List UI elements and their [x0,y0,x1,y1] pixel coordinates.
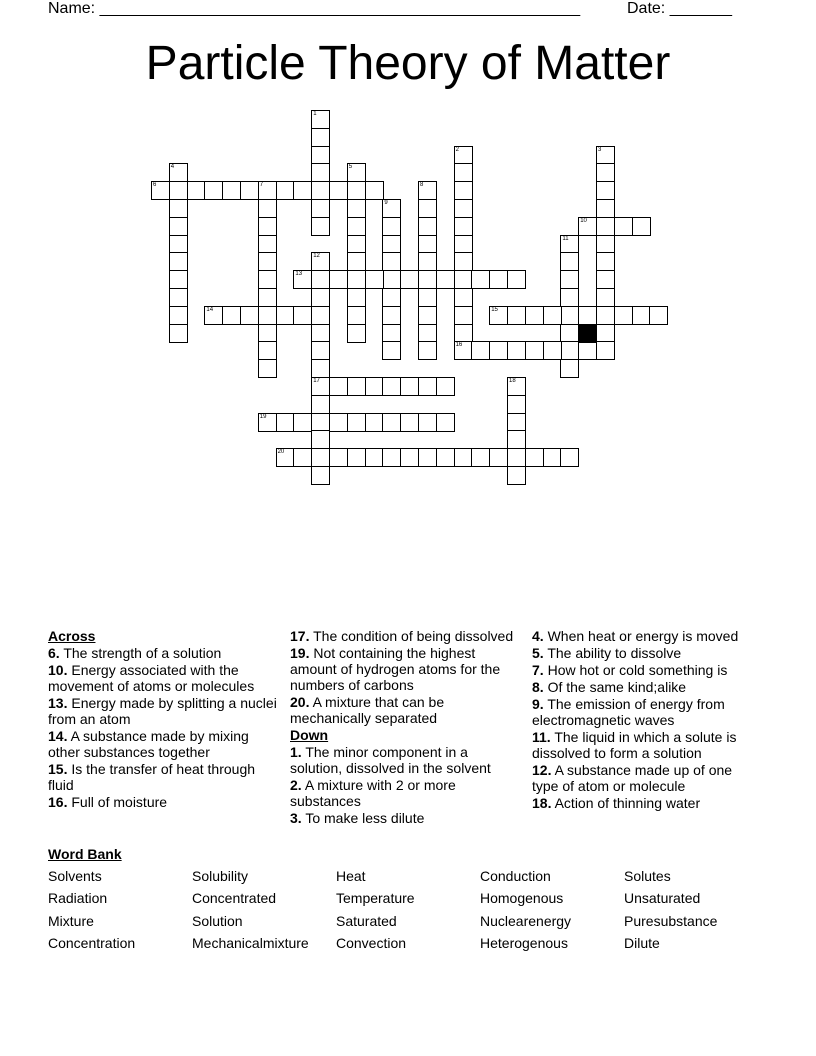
crossword-cell[interactable] [311,341,330,360]
crossword-cell[interactable] [382,199,401,218]
clue-number: 9 [384,200,388,206]
crossword-cell[interactable] [258,217,277,236]
clues-column-1 [48,628,278,811]
crossword-cell[interactable] [311,306,330,325]
clue-number: 14 [206,306,214,313]
crossword-cell[interactable] [382,235,401,254]
clue-across-15: 15. Is the transfer of heat through fluid [48,761,256,793]
crossword-cell[interactable] [258,413,277,432]
word-bank-item: Nuclearenergy [480,913,572,929]
crossword-cell[interactable] [329,270,348,289]
clue-number: 4 [170,164,175,171]
word-bank-item: Dilute [624,935,660,951]
crossword-cell[interactable] [578,217,597,236]
crossword-cell[interactable] [436,448,455,467]
crossword-cell[interactable] [311,199,330,218]
crossword-cell[interactable] [382,217,401,236]
crossword-cell[interactable] [560,324,579,343]
crossword-cell[interactable] [525,341,544,360]
crossword-cell[interactable] [169,235,188,254]
crossword-cell[interactable] [204,181,223,200]
crossword-cell[interactable] [578,306,597,325]
crossword-cell[interactable] [596,146,615,165]
across-heading: Across [48,628,96,644]
crossword-cell[interactable] [169,181,188,200]
crossword-cell[interactable] [347,270,366,289]
crossword-cell[interactable] [347,377,366,396]
crossword-cell[interactable] [311,395,330,414]
crossword-cell[interactable] [258,359,277,378]
crossword-cell[interactable] [187,181,206,200]
crossword-cell[interactable] [507,466,526,485]
crossword-cell[interactable] [418,235,437,254]
crossword-cell[interactable] [347,235,366,254]
crossword-cell[interactable] [329,181,348,200]
word-bank-item: Homogenous [480,890,564,906]
clue-number: 19 [259,413,267,420]
crossword-cell[interactable] [311,270,330,289]
clue-number: 13 [295,271,303,278]
word-bank-item: Conduction [480,868,551,884]
crossword-cell[interactable] [311,217,330,236]
clue-across-20: 20. A mixture that can be mechanically separated [290,694,445,726]
crossword-cell[interactable] [543,306,562,325]
crossword-cell[interactable] [311,359,330,378]
word-bank-item: Puresubstance [624,913,718,929]
word-bank-item: Heterogenous [480,935,568,951]
crossword-cell[interactable] [489,448,508,467]
crossword-cell[interactable] [471,270,490,289]
crossword-cell[interactable] [347,199,366,218]
crossword-cell[interactable] [311,146,330,165]
crossword-cell[interactable] [454,448,473,467]
crossword-cell[interactable] [347,217,366,236]
crossword-cell[interactable] [347,306,366,325]
crossword-cell[interactable] [258,252,277,271]
crossword-cell[interactable] [489,306,508,325]
crossword-cell[interactable] [507,270,526,289]
crossword-cell[interactable] [560,288,579,307]
crossword-cell[interactable] [596,324,615,343]
crossword-cell[interactable] [365,377,384,396]
crossword-cell[interactable] [293,448,312,467]
clue-number: 8 [420,182,424,189]
crossword-cell[interactable] [240,306,259,325]
crossword-cell[interactable] [258,288,277,307]
clue-number: 10 [580,217,587,224]
crossword-cell[interactable] [596,252,615,271]
crossword-cell[interactable] [560,341,579,360]
crossword-cell[interactable] [436,270,455,289]
crossword-cell[interactable] [311,430,330,449]
crossword-cell[interactable] [418,448,437,467]
word-bank-item: Convection [336,935,407,951]
crossword-cell[interactable] [258,181,277,200]
down-heading: Down [290,727,329,743]
crossword-cell[interactable] [329,448,348,467]
word-bank-item: Radiation [48,890,108,906]
crossword-cell[interactable] [525,448,544,467]
crossword-cell[interactable] [276,448,295,467]
crossword-cell[interactable] [507,377,526,396]
crossword-cell[interactable] [436,413,455,432]
crossword-cell[interactable] [454,252,473,271]
crossword-cell[interactable] [347,252,366,271]
clue-number: 1 [313,111,317,117]
crossword-cell[interactable] [436,377,455,396]
word-bank-item: Concentrated [192,890,277,906]
clue-across-19: 19. Not containing the highest amount of hydrogen atoms for the numbers of carbons [290,645,501,693]
clue-number: 20 [277,449,285,456]
clue-number: 15 [491,306,498,313]
clue-across-16: 16. Full of moisture [48,794,168,810]
crossword-cell[interactable] [276,306,295,325]
page-title: Particle Theory of Matter [145,37,671,90]
crossword-cell[interactable] [418,377,437,396]
crossword-cell[interactable] [293,413,312,432]
clues-column-2 [290,628,520,827]
crossword-cell[interactable] [382,377,401,396]
crossword-cell[interactable] [418,181,437,200]
crossword-cell[interactable] [560,252,579,271]
crossword-cell[interactable] [418,217,437,236]
crossword-cell[interactable] [311,413,330,432]
crossword-cell[interactable] [560,270,579,289]
crossword-cell[interactable] [649,306,668,325]
crossword-cell[interactable] [454,163,473,182]
clue-number: 11 [562,235,569,242]
clue-number: 3 [598,146,602,153]
crossword-cell[interactable] [276,413,295,432]
crossword-cell[interactable] [614,217,633,236]
crossword-cell[interactable] [311,110,330,129]
crossword-cell[interactable] [418,199,437,218]
crossword-cell[interactable] [418,324,437,343]
crossword-cell[interactable] [525,306,544,325]
crossword-cell[interactable] [400,413,419,432]
crossword-cell[interactable] [311,288,330,307]
crossword-cell[interactable] [204,306,223,325]
clue-number: 5 [348,164,353,171]
word-bank-item: Mixture [48,913,94,929]
word-bank-item: Solutes [624,868,671,884]
clue-down-12: 12. A substance made up of one type of atom or molecule [532,762,733,794]
crossword-cell[interactable] [222,306,241,325]
clue-number: 2 [455,146,459,153]
crossword-cell[interactable] [454,181,473,200]
crossword-cell[interactable] [347,448,366,467]
crossword-cell[interactable] [471,448,490,467]
clue-down-2: 2. A mixture with 2 or more substances [290,777,456,809]
crossword-cell[interactable] [596,181,615,200]
clue-down-9: 9. The emission of energy from electromagnetic waves [532,696,725,728]
clue-down-7: 7. How hot or cold something is [532,662,728,678]
crossword-cell[interactable] [293,270,312,289]
crossword-cell[interactable] [632,306,651,325]
crossword-cell[interactable] [560,306,579,325]
word-bank-item: Mechanicalmixture [192,935,309,951]
clue-number: 6 [153,182,157,189]
crossword-cell[interactable] [169,288,188,307]
word-bank-item: Solution [192,913,243,929]
crossword-cell[interactable] [347,163,366,182]
crossword-cell[interactable] [454,306,473,325]
clue-across-10: 10. Energy associated with the movement of atoms or molecules [48,662,255,694]
name-field[interactable]: Name: ______________________________________________________ [48,0,581,17]
crossword-cell[interactable] [382,288,401,307]
crossword-cell[interactable] [596,288,615,307]
crossword-cell[interactable] [382,413,401,432]
crossword-cell[interactable] [454,341,473,360]
clue-down-5: 5. The ability to dissolve [532,645,682,661]
crossword-cell[interactable] [311,252,330,271]
crossword-cell[interactable] [151,181,170,200]
crossword-cell[interactable] [454,324,473,343]
crossword-cell[interactable] [454,217,473,236]
clue-down-1: 1. The minor component in a solution, dissolved in the solvent [290,744,491,776]
crossword-cell[interactable] [311,466,330,485]
word-bank-item: Heat [336,868,366,884]
crossword-cell[interactable] [507,341,526,360]
crossword-cell[interactable] [507,448,526,467]
clue-across-13: 13. Energy made by splitting a nuclei from an atom [48,695,277,727]
crossword-cell[interactable] [489,341,508,360]
crossword-cell[interactable] [400,448,419,467]
crossword-cell[interactable] [543,341,562,360]
crossword-cell[interactable] [347,181,366,200]
crossword-cell[interactable] [454,199,473,218]
clue-number: 12 [313,253,320,260]
crossword-cell[interactable] [560,448,579,467]
crossword-cell[interactable] [382,270,401,289]
clue-number: 17 [313,378,320,384]
crossword-cell[interactable] [311,448,330,467]
crossword-cell[interactable] [240,181,259,200]
crossword-cell[interactable] [365,181,384,200]
clue-down-3: 3. To make less dilute [290,810,425,826]
crossword-cell[interactable] [507,306,526,325]
word-bank-item: Solvents [48,868,102,884]
crossword-cell[interactable] [543,448,562,467]
crossword-cell[interactable] [418,252,437,271]
crossword-cell[interactable] [365,413,384,432]
word-bank-item: Concentration [48,935,136,951]
crossword-cell[interactable] [258,341,277,360]
crossword-cell[interactable] [596,270,615,289]
crossword-cell[interactable] [632,217,651,236]
crossword-cell[interactable] [258,324,277,343]
crossword-cell[interactable] [596,306,615,325]
crossword-cell[interactable] [169,270,188,289]
crossword-cell[interactable] [400,270,419,289]
crossword-cell[interactable] [454,235,473,254]
crossword-cell[interactable] [276,181,295,200]
blocked-cell [578,324,597,343]
crossword-cell[interactable] [596,199,615,218]
date-field[interactable]: Date: _______ [627,0,732,17]
crossword-cell[interactable] [454,288,473,307]
clue-across-14: 14. A substance made by mixing other substances together [48,728,249,760]
crossword-cell[interactable] [382,252,401,271]
crossword-cell[interactable] [329,377,348,396]
word-bank-heading: Word Bank [48,846,122,862]
crossword-cell[interactable] [347,288,366,307]
crossword-cell[interactable] [382,306,401,325]
crossword-cell[interactable] [169,306,188,325]
crossword-cell[interactable] [347,324,366,343]
crossword-cell[interactable] [507,395,526,414]
crossword-cell[interactable] [382,324,401,343]
crossword-cell[interactable] [560,359,579,378]
clue-number: 7 [259,182,264,189]
crossword-cell[interactable] [311,324,330,343]
crossword-cell[interactable] [560,235,579,254]
crossword-cell[interactable] [489,270,508,289]
crossword-cell[interactable] [311,181,330,200]
crossword-cell[interactable] [507,413,526,432]
crossword-cell[interactable] [418,288,437,307]
crossword-cell[interactable] [596,235,615,254]
crossword-cell[interactable] [454,270,473,289]
clue-down-8: 8. Of the same kind;alike [532,679,687,695]
crossword-cell[interactable] [365,448,384,467]
clue-number: 16 [455,342,463,349]
crossword-cell[interactable] [400,377,419,396]
crossword-cell[interactable] [258,199,277,218]
crossword-cell[interactable] [418,306,437,325]
crossword-cell[interactable] [169,163,188,182]
crossword-cell[interactable] [507,430,526,449]
clues-column-3 [532,628,762,812]
crossword-cell[interactable] [258,235,277,254]
crossword-cell[interactable] [311,377,330,396]
word-bank-item: Unsaturated [624,890,701,906]
crossword-cell[interactable] [614,306,633,325]
crossword-cell[interactable] [169,199,188,218]
crossword-cell[interactable] [596,163,615,182]
crossword-cell[interactable] [578,341,597,360]
clue-number: 18 [509,378,516,384]
crossword-cell[interactable] [382,448,401,467]
crossword-cell[interactable] [596,217,615,236]
crossword-cell[interactable] [258,270,277,289]
crossword-cell[interactable] [382,341,401,360]
crossword-cell[interactable] [329,413,348,432]
clue-down-4: 4. When heat or energy is moved [532,628,739,644]
crossword-cell[interactable] [311,163,330,182]
crossword-cell[interactable] [347,413,366,432]
crossword-cell[interactable] [454,146,473,165]
crossword-cell[interactable] [311,128,330,147]
crossword-cell[interactable] [293,306,312,325]
crossword-cell[interactable] [418,341,437,360]
crossword-cell[interactable] [418,270,437,289]
clue-down-11: 11. The liquid in which a solute is dissolved to form a solution [532,729,737,761]
word-bank-item: Saturated [336,913,397,929]
word-bank-item: Temperature [336,890,415,906]
word-bank-item: Solubility [192,868,249,884]
clue-across-6: 6. The strength of a solution [48,645,222,661]
crossword-cell[interactable] [258,306,277,325]
crossword-cell[interactable] [222,181,241,200]
clue-down-18: 18. Action of thinning water [532,795,701,811]
crossword-cell[interactable] [365,270,384,289]
clue-across-17: 17. The condition of being dissolved [290,628,514,644]
crossword-cell[interactable] [169,217,188,236]
crossword-cell[interactable] [293,181,312,200]
crossword-cell[interactable] [596,341,615,360]
crossword-cell[interactable] [169,324,188,343]
crossword-cell[interactable] [418,413,437,432]
crossword-cell[interactable] [169,252,188,271]
crossword-cell[interactable] [471,341,490,360]
